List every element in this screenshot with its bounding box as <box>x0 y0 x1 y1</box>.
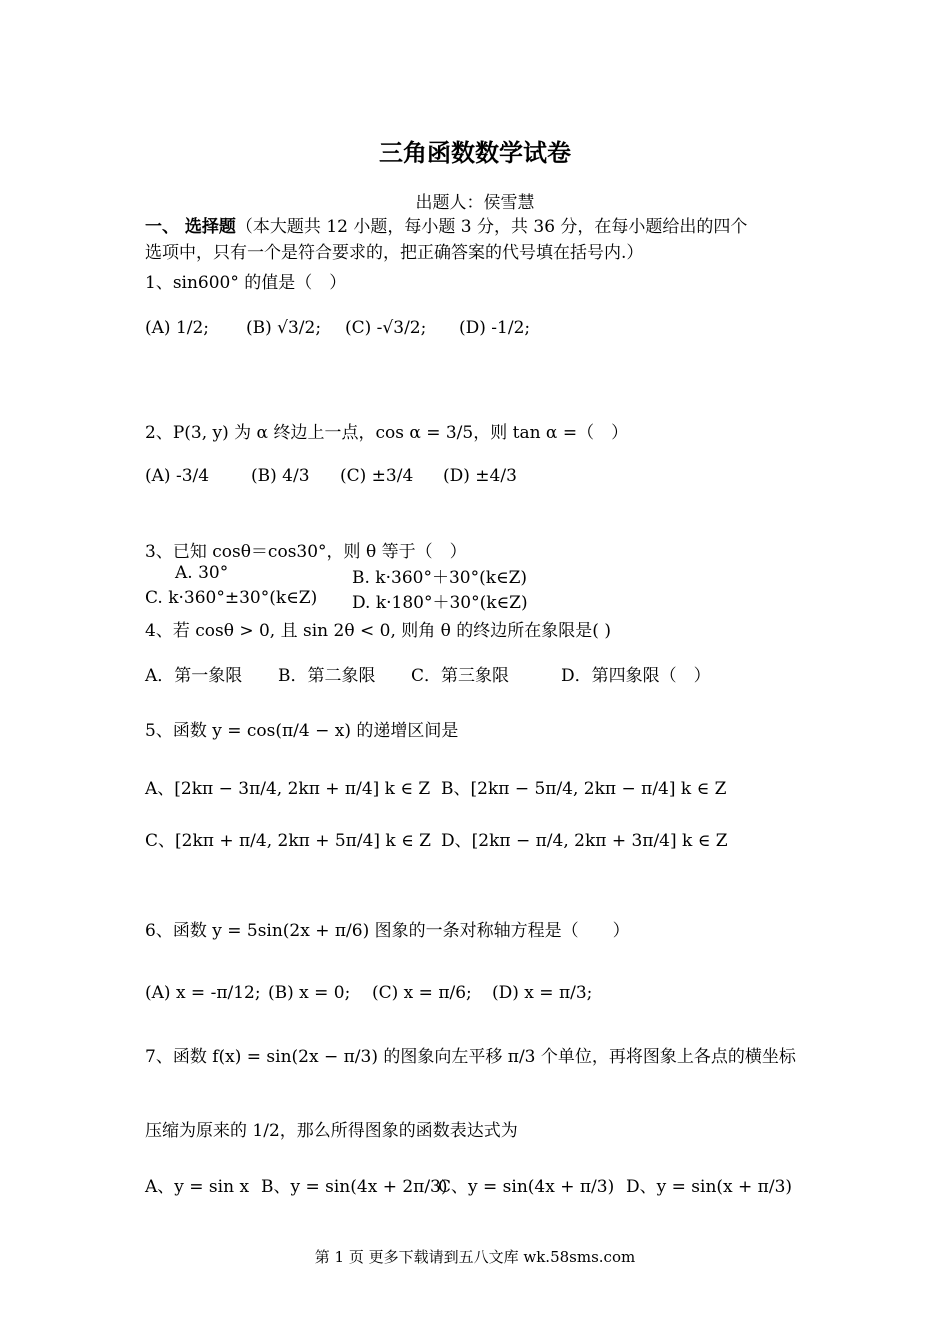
q3-option-b: B. k·360°＋30°(k∈Z) <box>352 568 528 588</box>
q2-option-a: (A) -3/4 <box>145 466 210 486</box>
q2-option-b: (B) 4/3 <box>251 466 310 486</box>
q4-option-a: A．第一象限 <box>145 666 243 686</box>
q5-option-d: D、[2kπ − π/4, 2kπ + 3π/4] k ∈ Z <box>441 831 728 851</box>
exam-author: 出题人：侯雪慧 <box>415 193 535 213</box>
section-intro-a: （本大题共 12 小题，每小题 3 分，共 36 分，在每小题给出的四个 <box>235 217 748 237</box>
q5-option-c: C、[2kπ + π/4, 2kπ + 5π/4] k ∈ Z <box>145 831 431 851</box>
question-4-stem: 4、若 cosθ > 0, 且 sin 2θ < 0, 则角 θ 的终边所在象限是( ) <box>145 621 611 641</box>
q7-option-c: C、y = sin(4x + π/3) <box>438 1177 615 1197</box>
q5-option-a: A、[2kπ − 3π/4, 2kπ + π/4] k ∈ Z <box>145 779 431 799</box>
q5-option-b: B、[2kπ − 5π/4, 2kπ − π/4] k ∈ Z <box>441 779 727 799</box>
q1-option-d: (D) -1/2; <box>459 318 531 338</box>
section-intro-line1 <box>145 212 747 237</box>
q6-option-a: (A) x = -π/12; <box>145 983 261 1003</box>
question-6-stem: 6、函数 y = 5sin(2x + π/6) 图象的一条对称轴方程是（ ） <box>145 921 630 941</box>
q2-option-c: (C) ±3/4 <box>340 466 414 486</box>
q4-option-d: D．第四象限（ ） <box>561 666 711 686</box>
section-intro-b: 选项中，只有一个是符合要求的，把正确答案的代号填在括号内.） <box>145 243 644 263</box>
q6-option-b: (B) x = 0; <box>268 983 351 1003</box>
section-heading: 一、 选择题 <box>145 217 236 237</box>
q1-option-c: (C) -√3/2; <box>345 318 427 338</box>
q1-option-a: (A) 1/2; <box>145 318 210 338</box>
q3-option-d: D. k·180°＋30°(k∈Z) <box>352 593 528 613</box>
q3-option-c: C. k·360°±30°(k∈Z) <box>145 588 318 608</box>
question-7-stem-a: 7、函数 f(x) = sin(2x − π/3) 的图象向左平移 π/3 个单位，再将图象上各点的横坐标 <box>145 1047 796 1067</box>
page-footer: 第 1 页 更多下载请到五八文库 wk.58sms.com <box>314 1248 636 1266</box>
question-7-stem-b: 压缩为原来的 1/2，那么所得图象的函数表达式为 <box>145 1121 518 1141</box>
question-2-stem: 2、P(3, y) 为 α 终边上一点，cos α = 3/5，则 tan α =（ ） <box>145 423 629 443</box>
exam-title: 三角函数数学试卷 <box>379 138 571 167</box>
q7-option-a: A、y = sin x <box>145 1177 250 1197</box>
question-3-stem: 3、已知 cosθ＝cos30°，则 θ 等于（ ） <box>145 542 467 562</box>
q7-option-d: D、y = sin(x + π/3) <box>626 1177 793 1197</box>
question-1-stem: 1、sin600° 的值是（ ） <box>145 273 347 293</box>
q3-option-a: A. 30° <box>175 563 229 583</box>
q4-option-c: C．第三象限 <box>411 666 510 686</box>
q6-option-d: (D) x = π/3; <box>492 983 593 1003</box>
question-5-stem: 5、函数 y = cos(π/4 − x) 的递增区间是 <box>145 721 459 741</box>
q2-option-d: (D) ±4/3 <box>443 466 517 486</box>
q1-option-b: (B) √3/2; <box>246 318 322 338</box>
q6-option-c: (C) x = π/6; <box>372 983 472 1003</box>
q4-option-b: B．第二象限 <box>278 666 376 686</box>
q7-option-b: B、y = sin(4x + 2π/3) <box>261 1177 448 1197</box>
